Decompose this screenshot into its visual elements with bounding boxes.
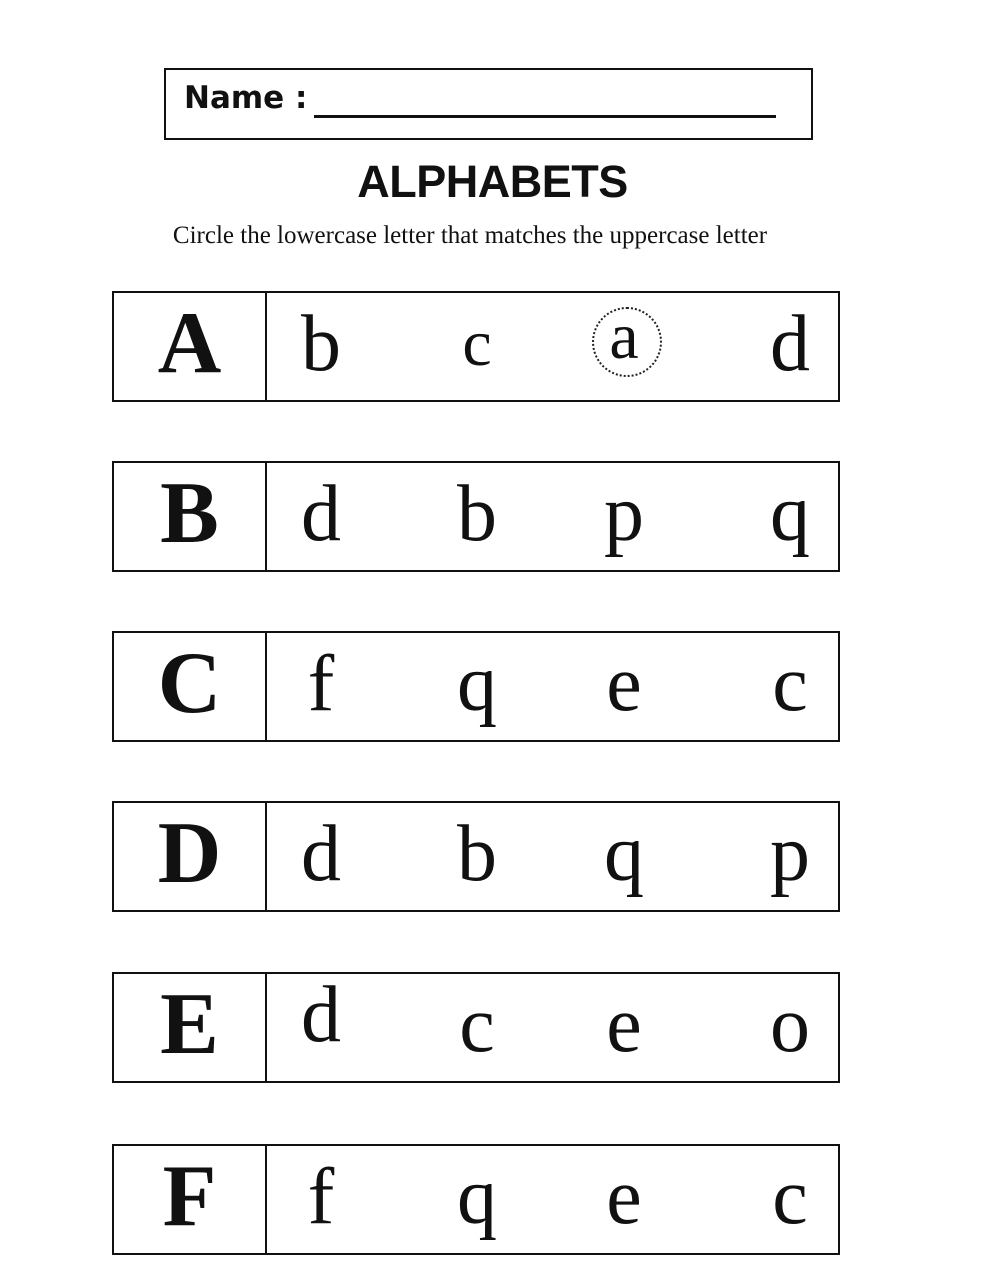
uppercase-cell (114, 1146, 267, 1253)
lowercase-option[interactable]: b (457, 470, 497, 558)
letter-row-e (112, 972, 840, 1083)
lowercase-option[interactable]: e (606, 1153, 642, 1241)
name-label: Name : (184, 80, 308, 116)
lowercase-option[interactable]: f (307, 1153, 335, 1241)
lowercase-option[interactable]: p (604, 470, 644, 558)
lowercase-option[interactable]: b (457, 810, 497, 898)
uppercase-letter: E (160, 976, 219, 1073)
uppercase-letter: A (157, 295, 222, 392)
worksheet-title: ALPHABETS (357, 156, 628, 207)
uppercase-cell (114, 974, 267, 1081)
lowercase-option[interactable]: c (772, 640, 808, 728)
lowercase-option[interactable]: d (301, 810, 341, 898)
lowercase-option-circled[interactable]: a (609, 300, 639, 373)
lowercase-option[interactable]: q (457, 640, 497, 728)
lowercase-option[interactable]: e (606, 981, 642, 1069)
uppercase-cell (114, 803, 267, 910)
uppercase-cell (114, 633, 267, 740)
uppercase-letter: B (160, 465, 219, 562)
letter-row-c (112, 631, 840, 742)
lowercase-option[interactable]: c (772, 1153, 808, 1241)
lowercase-option[interactable]: f (307, 640, 335, 728)
lowercase-option[interactable]: d (770, 300, 810, 388)
lowercase-option[interactable]: q (770, 470, 810, 558)
lowercase-option[interactable]: e (606, 640, 642, 728)
instruction-text: Circle the lowercase letter that matches the uppercase letter (172, 222, 768, 249)
uppercase-cell (114, 463, 267, 570)
uppercase-letter: D (157, 805, 222, 902)
uppercase-letter: F (162, 1148, 217, 1245)
letter-row-d (112, 801, 840, 912)
name-box (164, 68, 813, 140)
lowercase-option[interactable]: o (770, 981, 810, 1069)
lowercase-option[interactable]: c (459, 981, 495, 1069)
letter-row-b (112, 461, 840, 572)
lowercase-option[interactable]: q (457, 1153, 497, 1241)
name-write-line[interactable] (314, 115, 776, 118)
lowercase-option[interactable]: d (301, 971, 341, 1059)
lowercase-option[interactable]: c (462, 307, 492, 380)
lowercase-option[interactable]: p (770, 810, 810, 898)
uppercase-cell (114, 293, 267, 400)
uppercase-letter: C (157, 635, 222, 732)
lowercase-option[interactable]: b (301, 300, 341, 388)
letter-row-f (112, 1144, 840, 1255)
lowercase-option[interactable]: d (301, 470, 341, 558)
letter-row-a (112, 291, 840, 402)
lowercase-option[interactable]: q (604, 810, 644, 898)
